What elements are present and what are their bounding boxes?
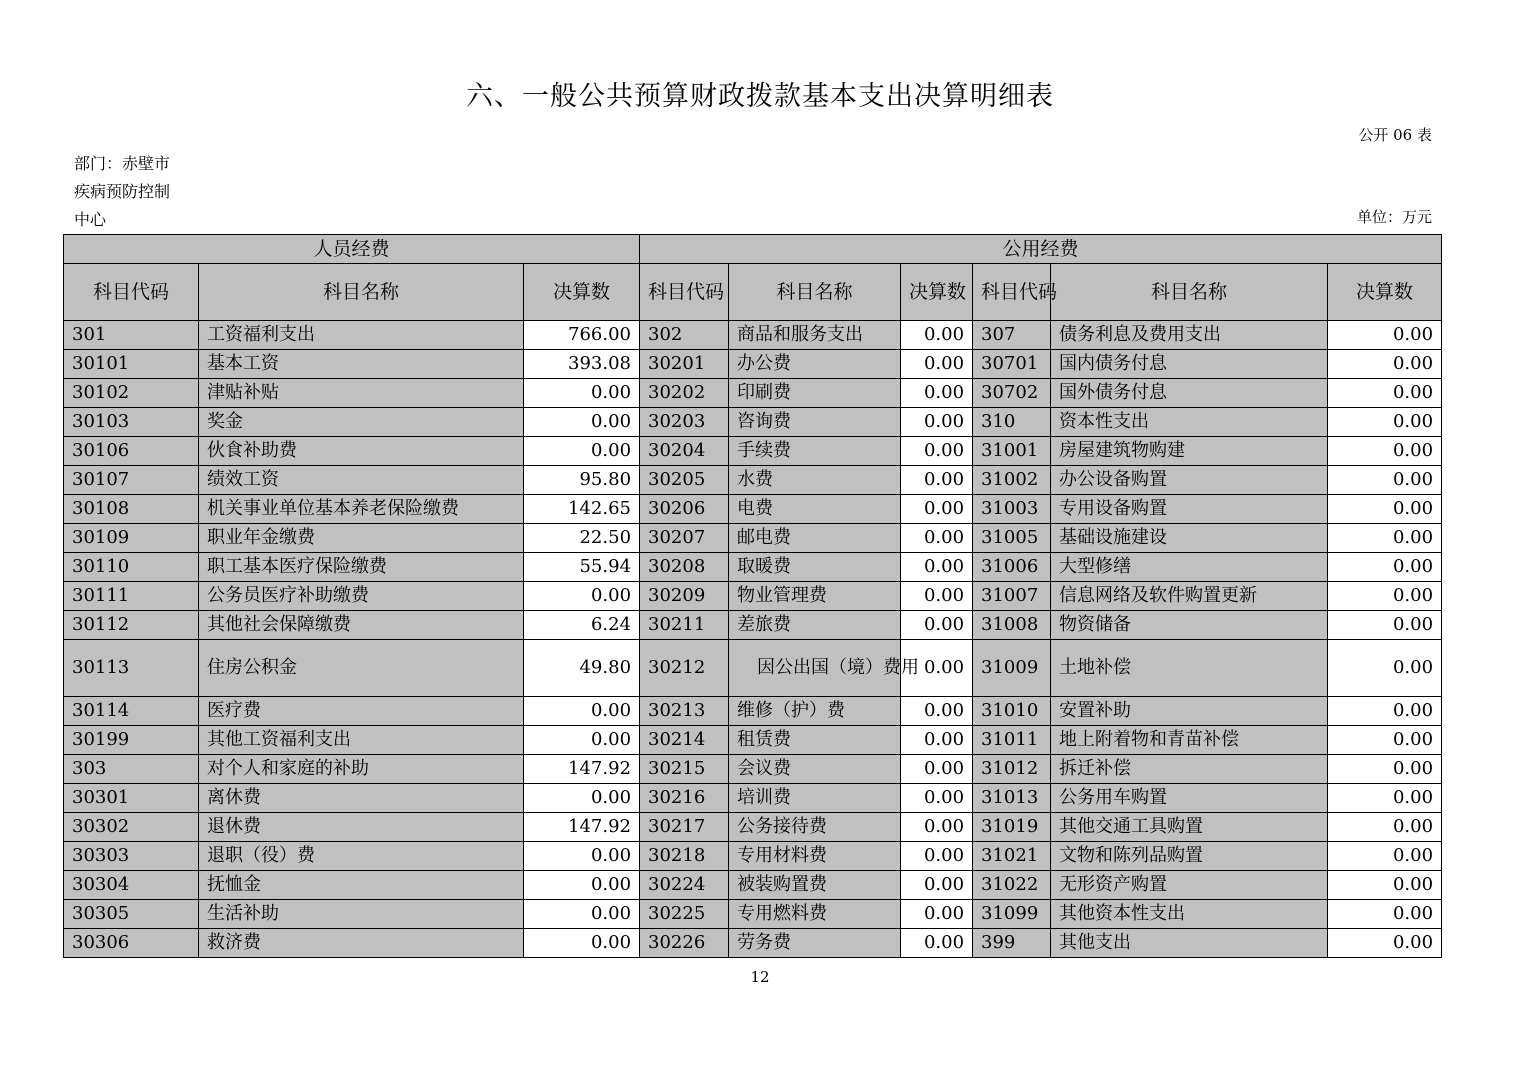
name-cell: 差旅费 <box>729 611 901 640</box>
page-title: 六、一般公共预算财政拨款基本支出决算明细表 <box>466 81 1054 112</box>
amount-cell: 0.00 <box>1328 813 1442 842</box>
name-cell: 基本工资 <box>199 350 524 379</box>
name-cell: 国外债务付息 <box>1051 379 1328 408</box>
name-cell: 其他支出 <box>1051 929 1328 958</box>
amount-cell: 0.00 <box>1328 726 1442 755</box>
name-cell: 退休费 <box>199 813 524 842</box>
name-cell: 职工基本医疗保险缴费 <box>199 553 524 582</box>
amount-cell: 0.00 <box>1328 871 1442 900</box>
name-cell: 绩效工资 <box>199 466 524 495</box>
table-row <box>64 495 1442 524</box>
amount-cell: 0.00 <box>524 784 640 813</box>
amount-cell: 147.92 <box>524 813 640 842</box>
code-cell: 30212 <box>640 640 729 697</box>
amount-cell: 0.00 <box>901 321 973 350</box>
form-number: 公开 06 表 <box>1358 126 1432 144</box>
amount-cell: 393.08 <box>524 350 640 379</box>
code-cell: 31010 <box>973 697 1051 726</box>
name-cell: 住房公积金 <box>199 640 524 697</box>
table-row <box>64 900 1442 929</box>
code-cell: 31007 <box>973 582 1051 611</box>
table-row <box>64 640 1442 697</box>
amount-cell: 0.00 <box>524 582 640 611</box>
amount-cell: 0.00 <box>901 437 973 466</box>
amount-cell: 0.00 <box>1328 842 1442 871</box>
header-name: 科目名称 <box>1051 264 1328 321</box>
name-cell: 物业管理费 <box>729 582 901 611</box>
department-line: 疾病预防控制 <box>74 182 171 201</box>
name-cell: 机关事业单位基本养老保险缴费 <box>199 495 524 524</box>
code-cell: 30107 <box>64 466 199 495</box>
name-cell: 津贴补贴 <box>199 379 524 408</box>
name-cell: 无形资产购置 <box>1051 871 1328 900</box>
amount-cell: 0.00 <box>524 871 640 900</box>
name-cell: 信息网络及软件购置更新 <box>1051 582 1328 611</box>
name-cell: 公务接待费 <box>729 813 901 842</box>
amount-cell: 0.00 <box>1328 582 1442 611</box>
code-cell: 30304 <box>64 871 199 900</box>
amount-cell: 0.00 <box>901 697 973 726</box>
code-cell: 30114 <box>64 697 199 726</box>
name-cell: 抚恤金 <box>199 871 524 900</box>
name-cell: 国内债务付息 <box>1051 350 1328 379</box>
table-row <box>64 321 1442 350</box>
code-cell: 30102 <box>64 379 199 408</box>
name-cell: 离休费 <box>199 784 524 813</box>
amount-cell: 0.00 <box>901 611 973 640</box>
amount-cell: 0.00 <box>1328 408 1442 437</box>
name-cell: 物资储备 <box>1051 611 1328 640</box>
code-cell: 30202 <box>640 379 729 408</box>
code-cell: 399 <box>973 929 1051 958</box>
unit-label: 单位：万元 <box>1356 208 1432 226</box>
code-cell: 31099 <box>973 900 1051 929</box>
code-cell: 31012 <box>973 755 1051 784</box>
name-cell: 被装购置费 <box>729 871 901 900</box>
amount-cell: 95.80 <box>524 466 640 495</box>
amount-cell: 0.00 <box>1328 524 1442 553</box>
table-row <box>64 466 1442 495</box>
code-cell: 30113 <box>64 640 199 697</box>
code-cell: 30199 <box>64 726 199 755</box>
code-cell: 31013 <box>973 784 1051 813</box>
name-cell: 公务用车购置 <box>1051 784 1328 813</box>
header-amount: 决算数 <box>1328 264 1442 321</box>
table-row <box>64 784 1442 813</box>
name-cell: 奖金 <box>199 408 524 437</box>
amount-cell: 0.00 <box>1328 611 1442 640</box>
name-cell: 专用设备购置 <box>1051 495 1328 524</box>
amount-cell: 0.00 <box>524 437 640 466</box>
name-cell: 劳务费 <box>729 929 901 958</box>
header-code: 科目代码 <box>973 264 1051 321</box>
amount-cell: 0.00 <box>1328 379 1442 408</box>
code-cell: 307 <box>973 321 1051 350</box>
name-cell: 专用材料费 <box>729 842 901 871</box>
table-row <box>64 582 1442 611</box>
amount-cell: 0.00 <box>524 842 640 871</box>
name-cell: 生活补助 <box>199 900 524 929</box>
name-cell: 邮电费 <box>729 524 901 553</box>
code-cell: 31019 <box>973 813 1051 842</box>
amount-cell: 22.50 <box>524 524 640 553</box>
name-cell: 大型修缮 <box>1051 553 1328 582</box>
name-cell: 商品和服务支出 <box>729 321 901 350</box>
amount-cell: 0.00 <box>901 582 973 611</box>
name-cell: 职业年金缴费 <box>199 524 524 553</box>
table-row <box>64 524 1442 553</box>
name-cell: 救济费 <box>199 929 524 958</box>
table-row <box>64 611 1442 640</box>
amount-cell: 0.00 <box>524 726 640 755</box>
code-cell: 31009 <box>973 640 1051 697</box>
amount-cell: 0.00 <box>901 524 973 553</box>
name-cell: 培训费 <box>729 784 901 813</box>
code-cell: 30213 <box>640 697 729 726</box>
code-cell: 30216 <box>640 784 729 813</box>
amount-cell: 55.94 <box>524 553 640 582</box>
code-cell: 30211 <box>640 611 729 640</box>
code-cell: 30101 <box>64 350 199 379</box>
amount-cell: 142.65 <box>524 495 640 524</box>
header-personnel: 人员经费 <box>64 235 640 264</box>
amount-cell: 49.80 <box>524 640 640 697</box>
code-cell: 30201 <box>640 350 729 379</box>
code-cell: 30306 <box>64 929 199 958</box>
name-cell: 专用燃料费 <box>729 900 901 929</box>
code-cell: 30111 <box>64 582 199 611</box>
amount-cell: 6.24 <box>524 611 640 640</box>
code-cell: 30106 <box>64 437 199 466</box>
name-cell: 取暖费 <box>729 553 901 582</box>
code-cell: 30209 <box>640 582 729 611</box>
name-cell: 房屋建筑物购建 <box>1051 437 1328 466</box>
amount-cell: 0.00 <box>901 553 973 582</box>
name-cell: 印刷费 <box>729 379 901 408</box>
name-cell: 伙食补助费 <box>199 437 524 466</box>
amount-cell: 0.00 <box>901 640 973 697</box>
amount-cell: 0.00 <box>901 842 973 871</box>
code-cell: 30702 <box>973 379 1051 408</box>
code-cell: 30301 <box>64 784 199 813</box>
code-cell: 30206 <box>640 495 729 524</box>
code-cell: 30701 <box>973 350 1051 379</box>
amount-cell: 0.00 <box>901 929 973 958</box>
code-cell: 30215 <box>640 755 729 784</box>
name-cell: 其他交通工具购置 <box>1051 813 1328 842</box>
code-cell: 31021 <box>973 842 1051 871</box>
code-cell: 31022 <box>973 871 1051 900</box>
amount-cell: 0.00 <box>1328 929 1442 958</box>
amount-cell: 0.00 <box>901 784 973 813</box>
name-cell: 电费 <box>729 495 901 524</box>
name-cell: 维修（护）费 <box>729 697 901 726</box>
amount-cell: 0.00 <box>1328 640 1442 697</box>
amount-cell: 0.00 <box>901 813 973 842</box>
table-row <box>64 813 1442 842</box>
name-cell: 咨询费 <box>729 408 901 437</box>
amount-cell: 0.00 <box>524 697 640 726</box>
code-cell: 30303 <box>64 842 199 871</box>
code-cell: 30305 <box>64 900 199 929</box>
expenditure-table <box>63 234 1442 958</box>
amount-cell: 0.00 <box>901 350 973 379</box>
name-cell: 手续费 <box>729 437 901 466</box>
code-cell: 30109 <box>64 524 199 553</box>
amount-cell: 0.00 <box>901 871 973 900</box>
code-cell: 310 <box>973 408 1051 437</box>
department-line: 中心 <box>74 210 107 229</box>
amount-cell: 0.00 <box>901 408 973 437</box>
amount-cell: 0.00 <box>524 408 640 437</box>
code-cell: 31006 <box>973 553 1051 582</box>
amount-cell: 0.00 <box>1328 495 1442 524</box>
name-cell: 债务利息及费用支出 <box>1051 321 1328 350</box>
code-cell: 30112 <box>64 611 199 640</box>
name-cell: 其他工资福利支出 <box>199 726 524 755</box>
table-row <box>64 697 1442 726</box>
code-cell: 30108 <box>64 495 199 524</box>
name-cell: 基础设施建设 <box>1051 524 1328 553</box>
code-cell: 301 <box>64 321 199 350</box>
name-cell: 公务员医疗补助缴费 <box>199 582 524 611</box>
name-cell: 文物和陈列品购置 <box>1051 842 1328 871</box>
table-row <box>64 929 1442 958</box>
code-cell: 30208 <box>640 553 729 582</box>
header-name: 科目名称 <box>199 264 524 321</box>
amount-cell: 0.00 <box>901 466 973 495</box>
name-cell: 租赁费 <box>729 726 901 755</box>
name-cell: 地上附着物和青苗补偿 <box>1051 726 1328 755</box>
name-cell: 因公出国（境）费用 <box>729 640 901 697</box>
table-row <box>64 350 1442 379</box>
header-name: 科目名称 <box>729 264 901 321</box>
code-cell: 30214 <box>640 726 729 755</box>
amount-cell: 0.00 <box>1328 466 1442 495</box>
header-amount: 决算数 <box>524 264 640 321</box>
table-row <box>64 553 1442 582</box>
header-column-row <box>64 264 1442 321</box>
name-cell: 其他社会保障缴费 <box>199 611 524 640</box>
table-body <box>64 321 1442 958</box>
amount-cell: 0.00 <box>524 379 640 408</box>
name-cell: 水费 <box>729 466 901 495</box>
table-row <box>64 871 1442 900</box>
code-cell: 30225 <box>640 900 729 929</box>
name-cell: 资本性支出 <box>1051 408 1328 437</box>
amount-cell: 0.00 <box>1328 755 1442 784</box>
department-line: 部门：赤壁市 <box>74 154 171 173</box>
name-cell: 退职（役）费 <box>199 842 524 871</box>
code-cell: 30205 <box>640 466 729 495</box>
code-cell: 303 <box>64 755 199 784</box>
name-cell: 拆迁补偿 <box>1051 755 1328 784</box>
code-cell: 31003 <box>973 495 1051 524</box>
code-cell: 30204 <box>640 437 729 466</box>
code-cell: 30110 <box>64 553 199 582</box>
header-public: 公用经费 <box>640 235 1442 264</box>
name-cell: 安置补助 <box>1051 697 1328 726</box>
code-cell: 30224 <box>640 871 729 900</box>
amount-cell: 0.00 <box>901 379 973 408</box>
amount-cell: 0.00 <box>524 929 640 958</box>
name-cell: 办公设备购置 <box>1051 466 1328 495</box>
code-cell: 31002 <box>973 466 1051 495</box>
header-code: 科目代码 <box>640 264 729 321</box>
name-cell: 工资福利支出 <box>199 321 524 350</box>
table-row <box>64 755 1442 784</box>
amount-cell: 0.00 <box>1328 553 1442 582</box>
amount-cell: 0.00 <box>1328 321 1442 350</box>
department-label <box>74 150 170 234</box>
amount-cell: 0.00 <box>901 495 973 524</box>
amount-cell: 0.00 <box>1328 437 1442 466</box>
code-cell: 302 <box>640 321 729 350</box>
header-code: 科目代码 <box>64 264 199 321</box>
code-cell: 31011 <box>973 726 1051 755</box>
code-cell: 30207 <box>640 524 729 553</box>
table-row <box>64 842 1442 871</box>
table-row <box>64 408 1442 437</box>
table-row <box>64 437 1442 466</box>
amount-cell: 147.92 <box>524 755 640 784</box>
amount-cell: 0.00 <box>1328 697 1442 726</box>
name-cell: 会议费 <box>729 755 901 784</box>
name-cell: 对个人和家庭的补助 <box>199 755 524 784</box>
code-cell: 31008 <box>973 611 1051 640</box>
header-group-row <box>64 235 1442 264</box>
code-cell: 30217 <box>640 813 729 842</box>
name-cell: 其他资本性支出 <box>1051 900 1328 929</box>
name-cell: 办公费 <box>729 350 901 379</box>
code-cell: 30218 <box>640 842 729 871</box>
code-cell: 30203 <box>640 408 729 437</box>
amount-cell: 0.00 <box>901 726 973 755</box>
amount-cell: 0.00 <box>1328 784 1442 813</box>
code-cell: 30226 <box>640 929 729 958</box>
name-cell: 土地补偿 <box>1051 640 1328 697</box>
amount-cell: 0.00 <box>524 900 640 929</box>
amount-cell: 0.00 <box>1328 900 1442 929</box>
code-cell: 31005 <box>973 524 1051 553</box>
amount-cell: 0.00 <box>901 755 973 784</box>
table-row <box>64 726 1442 755</box>
page-number: 12 <box>750 968 770 986</box>
amount-cell: 766.00 <box>524 321 640 350</box>
code-cell: 31001 <box>973 437 1051 466</box>
amount-cell: 0.00 <box>1328 350 1442 379</box>
amount-cell: 0.00 <box>901 900 973 929</box>
table-row <box>64 379 1442 408</box>
code-cell: 30302 <box>64 813 199 842</box>
header-amount: 决算数 <box>901 264 973 321</box>
name-cell: 医疗费 <box>199 697 524 726</box>
code-cell: 30103 <box>64 408 199 437</box>
